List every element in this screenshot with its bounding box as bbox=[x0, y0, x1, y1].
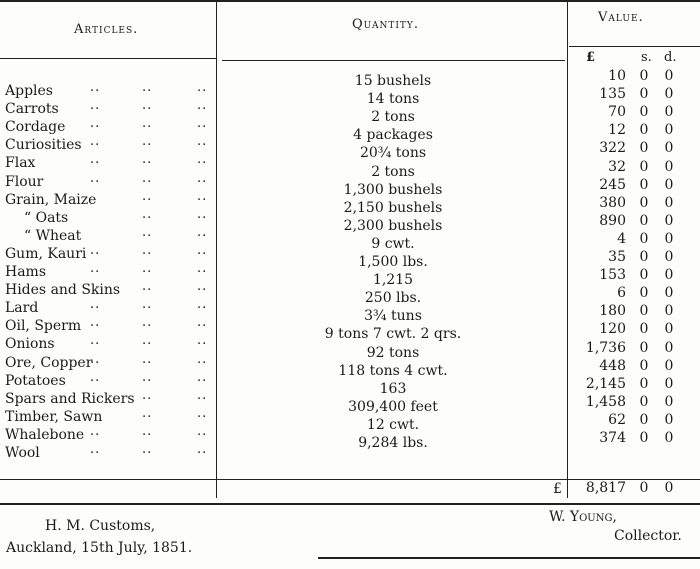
article-name: Spars and Rickers bbox=[5, 390, 135, 407]
pence-cell: 0 bbox=[664, 430, 674, 446]
article-name: “ Oats bbox=[24, 209, 69, 226]
leader-dots: .. bbox=[90, 152, 101, 168]
quantity-cell: 2 tons bbox=[371, 109, 415, 126]
leader-dots: .. bbox=[142, 315, 153, 331]
shillings-cell: 0 bbox=[639, 140, 649, 157]
pence-cell: 0 bbox=[664, 230, 674, 247]
leader-dots: .. bbox=[90, 333, 101, 349]
leader-dots: .. bbox=[142, 369, 153, 385]
pence-cell: 0 bbox=[664, 86, 674, 103]
leader-dots: .. bbox=[142, 116, 153, 132]
total-pence: 0 bbox=[664, 480, 674, 496]
article-name: “ Wheat bbox=[24, 227, 82, 244]
pence-cell: 0 bbox=[664, 212, 674, 229]
quantity-cell: 14 tons bbox=[366, 91, 420, 108]
total-shillings: 0 bbox=[639, 480, 649, 496]
column-rule-articles bbox=[216, 0, 217, 498]
shillings-cell: 0 bbox=[639, 158, 649, 175]
quantity-cell: 163 bbox=[379, 380, 407, 397]
shillings-cell: 0 bbox=[639, 375, 649, 392]
quantity-cell: 12 cwt. bbox=[366, 416, 420, 433]
leader-dots: .. bbox=[90, 261, 101, 276]
pounds-cell: 245 bbox=[599, 176, 626, 193]
article-name: Flour bbox=[5, 173, 44, 190]
pounds-cell: 322 bbox=[599, 140, 626, 157]
article-name: Flax bbox=[5, 155, 36, 172]
leader-dots: .. bbox=[197, 134, 208, 150]
quantity-cell: 118 tons 4 cwt. bbox=[338, 362, 448, 379]
quantity-cell: 2,150 bushels bbox=[343, 199, 443, 216]
leader-dots: .. bbox=[142, 188, 153, 204]
pence-cell: 0 bbox=[664, 411, 674, 428]
pounds-cell: 120 bbox=[599, 321, 626, 338]
shillings-cell: 0 bbox=[639, 303, 649, 320]
shillings-cell: 0 bbox=[639, 230, 649, 247]
leader-dots: .. bbox=[142, 297, 153, 313]
pounds-cell: 12 bbox=[608, 122, 626, 139]
article-name: Grain, Maize bbox=[5, 191, 97, 208]
leader-dots: .. bbox=[142, 442, 153, 457]
pounds-cell: 180 bbox=[599, 303, 626, 320]
shillings-cell: 0 bbox=[639, 176, 649, 193]
leader-dots: .. bbox=[142, 261, 153, 276]
leader-dots: .. bbox=[197, 297, 208, 313]
leader-dots: .. bbox=[90, 315, 101, 331]
pence-cell: 0 bbox=[664, 375, 674, 392]
quantity-cell: 3¾ tuns bbox=[364, 308, 422, 325]
pounds-cell: 890 bbox=[599, 212, 626, 229]
leader-dots: .. bbox=[142, 134, 153, 150]
leader-dots: .. bbox=[142, 351, 153, 367]
leader-dots: .. bbox=[142, 98, 153, 114]
leader-dots: .. bbox=[90, 297, 101, 313]
shillings-cell: 0 bbox=[639, 430, 649, 446]
pounds-cell: 4 bbox=[617, 230, 626, 247]
leader-dots: .. bbox=[197, 405, 208, 421]
pence-cell: 0 bbox=[664, 194, 674, 211]
unit-pence: d. bbox=[664, 50, 677, 65]
leader-dots: .. bbox=[197, 369, 208, 385]
shillings-cell: 0 bbox=[639, 267, 649, 284]
total-rule-bottom bbox=[0, 503, 700, 505]
quantity-cell: 9 tons 7 cwt. 2 qrs. bbox=[324, 326, 462, 343]
quantity-cell: 20¾ tons bbox=[359, 145, 427, 162]
leader-dots: .. bbox=[142, 206, 153, 222]
quantity-cell: 1,300 bushels bbox=[343, 181, 443, 198]
article-name: Ore, Copper bbox=[5, 354, 93, 371]
shillings-cell: 0 bbox=[639, 393, 649, 410]
leader-dots: .. bbox=[197, 98, 208, 114]
leader-dots: .. bbox=[142, 279, 153, 295]
leader-dots: .. bbox=[142, 170, 153, 186]
leader-dots: .. bbox=[90, 170, 101, 186]
shillings-cell: 0 bbox=[639, 86, 649, 103]
shillings-cell: 0 bbox=[639, 212, 649, 229]
article-name: Oil, Sperm bbox=[5, 318, 82, 335]
leader-dots: .. bbox=[90, 423, 101, 439]
leader-dots: .. bbox=[142, 387, 153, 403]
pence-cell: 0 bbox=[664, 303, 674, 320]
footer-signatory: W. Young, bbox=[549, 509, 617, 525]
article-name: Curiosities bbox=[5, 137, 82, 154]
leader-dots: .. bbox=[197, 116, 208, 132]
article-name: Lard bbox=[5, 300, 39, 317]
leader-dots: .. bbox=[142, 80, 153, 95]
leader-dots: .. bbox=[197, 442, 208, 457]
leader-dots: .. bbox=[90, 98, 101, 114]
leader-dots: .. bbox=[90, 134, 101, 150]
quantity-cell: 92 tons bbox=[366, 344, 420, 361]
unit-shillings: s. bbox=[641, 50, 652, 65]
quantity-cell: 250 lbs. bbox=[364, 290, 422, 307]
article-name: Whalebone bbox=[5, 426, 85, 443]
leader-dots: .. bbox=[197, 224, 208, 240]
pounds-cell: 1,736 bbox=[585, 339, 626, 356]
leader-dots: .. bbox=[197, 152, 208, 168]
pence-cell: 0 bbox=[664, 140, 674, 157]
pounds-cell: 1,458 bbox=[585, 393, 626, 410]
pence-cell: 0 bbox=[664, 176, 674, 193]
leader-dots: .. bbox=[90, 351, 101, 367]
article-name: Wool bbox=[5, 445, 40, 461]
pounds-cell: 32 bbox=[608, 158, 626, 175]
quantity-cell: 9,284 lbs. bbox=[358, 435, 428, 451]
footer-title: Collector. bbox=[614, 528, 682, 544]
leader-dots: .. bbox=[197, 333, 208, 349]
quantity-cell: 2,300 bushels bbox=[343, 217, 443, 234]
leader-dots: .. bbox=[197, 188, 208, 204]
pence-cell: 0 bbox=[664, 357, 674, 374]
shillings-cell: 0 bbox=[639, 285, 649, 302]
pence-cell: 0 bbox=[664, 321, 674, 338]
pounds-cell: 10 bbox=[608, 68, 626, 84]
leader-dots: .. bbox=[142, 152, 153, 168]
pounds-cell: 62 bbox=[608, 411, 626, 428]
header-articles: Articles. bbox=[74, 22, 139, 37]
pounds-cell: 153 bbox=[599, 267, 626, 284]
pence-cell: 0 bbox=[664, 267, 674, 284]
shillings-cell: 0 bbox=[639, 122, 649, 139]
leader-dots: .. bbox=[197, 423, 208, 439]
article-name: Apples bbox=[5, 83, 53, 99]
leader-dots: .. bbox=[197, 261, 208, 276]
leader-dots: .. bbox=[142, 405, 153, 421]
leader-dots: .. bbox=[197, 351, 208, 367]
shillings-cell: 0 bbox=[639, 339, 649, 356]
leader-dots: .. bbox=[90, 80, 101, 95]
leader-dots: .. bbox=[197, 279, 208, 295]
pence-cell: 0 bbox=[664, 122, 674, 139]
total-pounds: 8,817 bbox=[585, 480, 626, 496]
article-name: Cordage bbox=[5, 119, 66, 136]
pounds-cell: 6 bbox=[617, 285, 626, 302]
leader-dots: .. bbox=[197, 206, 208, 222]
leader-dots: .. bbox=[90, 116, 101, 132]
quantity-cell: 4 packages bbox=[353, 127, 433, 144]
shillings-cell: 0 bbox=[639, 321, 649, 338]
leader-dots: .. bbox=[197, 170, 208, 186]
quantity-cell: 309,400 feet bbox=[348, 398, 438, 415]
quantity-cell: 15 bushels bbox=[354, 73, 432, 89]
leader-dots: .. bbox=[90, 242, 101, 258]
article-name: Hides and Skins bbox=[5, 282, 121, 299]
leader-dots: .. bbox=[90, 369, 101, 385]
total-currency-mark: £ bbox=[553, 481, 562, 497]
leader-dots: .. bbox=[90, 442, 101, 457]
shillings-cell: 0 bbox=[639, 194, 649, 211]
pence-cell: 0 bbox=[664, 158, 674, 175]
shillings-cell: 0 bbox=[639, 357, 649, 374]
quantity-cell: 9 cwt. bbox=[371, 235, 415, 252]
pounds-cell: 448 bbox=[599, 357, 626, 374]
pounds-cell: 35 bbox=[608, 249, 626, 265]
header-rule-quantity bbox=[222, 60, 565, 61]
footer-place-date: Auckland, 15th July, 1851. bbox=[6, 540, 193, 556]
leader-dots: .. bbox=[197, 242, 208, 258]
shillings-cell: 0 bbox=[639, 68, 649, 84]
article-name: Timber, Sawn bbox=[5, 408, 103, 425]
pence-cell: 0 bbox=[664, 68, 674, 84]
article-name: Gum, Kauri bbox=[5, 245, 87, 262]
unit-pounds: £ bbox=[586, 50, 596, 65]
header-rule-value bbox=[569, 46, 700, 47]
leader-dots: .. bbox=[142, 224, 153, 240]
pounds-cell: 2,145 bbox=[585, 375, 626, 392]
pounds-cell: 380 bbox=[599, 194, 626, 211]
shillings-cell: 0 bbox=[639, 411, 649, 428]
pounds-cell: 374 bbox=[599, 430, 626, 446]
pounds-cell: 135 bbox=[599, 86, 626, 103]
quantity-cell: 1,500 lbs. bbox=[358, 254, 428, 270]
top-rule bbox=[0, 0, 700, 2]
leader-dots: .. bbox=[197, 387, 208, 403]
article-name: Carrots bbox=[5, 101, 59, 118]
pence-cell: 0 bbox=[664, 339, 674, 356]
leader-dots: .. bbox=[142, 242, 153, 258]
quantity-cell: 1,215 bbox=[372, 272, 414, 289]
article-name: Potatoes bbox=[5, 372, 66, 389]
header-rule-articles bbox=[0, 58, 216, 59]
pence-cell: 0 bbox=[664, 104, 674, 121]
header-value: Value. bbox=[598, 10, 644, 25]
article-name: Onions bbox=[5, 336, 55, 353]
closing-rule bbox=[318, 557, 700, 559]
leader-dots: .. bbox=[197, 315, 208, 331]
leader-dots: .. bbox=[142, 423, 153, 439]
pence-cell: 0 bbox=[664, 393, 674, 410]
leader-dots: .. bbox=[142, 333, 153, 349]
shillings-cell: 0 bbox=[639, 104, 649, 121]
pounds-cell: 70 bbox=[608, 104, 626, 121]
pence-cell: 0 bbox=[664, 285, 674, 302]
article-name: Hams bbox=[5, 264, 47, 280]
leader-dots: .. bbox=[197, 80, 208, 95]
pence-cell: 0 bbox=[664, 249, 674, 265]
footer-office: H. M. Customs, bbox=[45, 518, 156, 534]
quantity-cell: 2 tons bbox=[371, 163, 415, 180]
shillings-cell: 0 bbox=[639, 249, 649, 265]
header-quantity: Quantity. bbox=[352, 17, 419, 32]
